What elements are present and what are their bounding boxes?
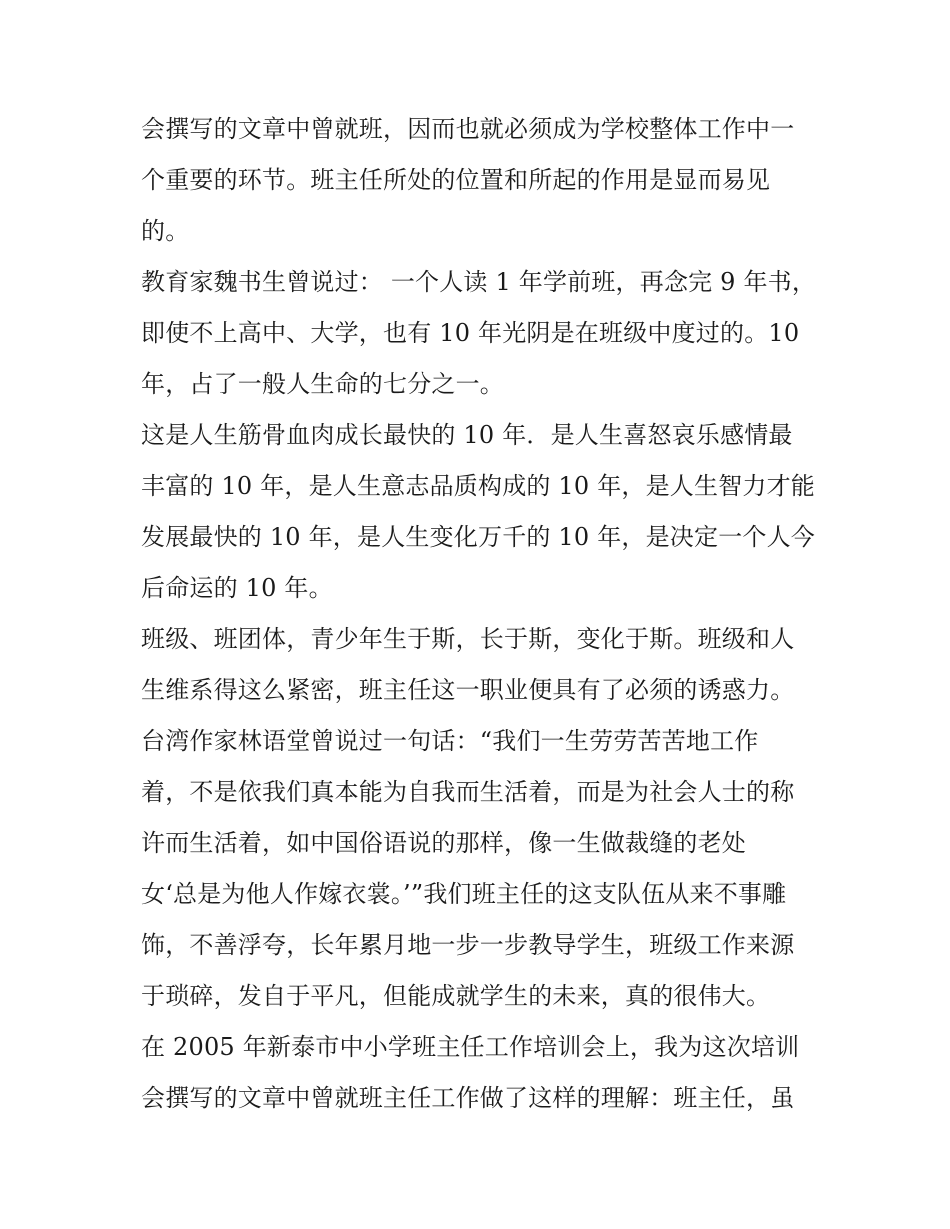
text-line: 后命运的 10 年。	[141, 574, 333, 602]
text-line: 教育家魏书生曾说过： 一个人读 1 年学前班，再念完 9 年书，	[141, 268, 817, 296]
text-line: 丰富的 10 年，是人生意志品质构成的 10 年，是人生智力才能	[141, 472, 815, 500]
text-line: 台湾作家林语堂曾说过一句话：“我们一生劳劳苦苦地工作	[141, 727, 759, 755]
text-line: 班级、班团体，青少年生于斯，长于斯，变化于斯。班级和人	[141, 625, 795, 653]
text-line: 这是人生筋骨血肉成长最快的 10 年．是人生喜怒哀乐感情最	[141, 421, 793, 449]
text-line: 于琐碎，发自于平凡，但能成就学生的未来，真的很伟大。	[141, 982, 771, 1010]
text-line: 生维系得这么紧密，班主任这一职业便具有了必须的诱惑力。	[141, 676, 795, 704]
text-line: 在 2005 年新泰市中小学班主任工作培训会上，我为这次培训	[141, 1033, 800, 1061]
text-line: 发展最快的 10 年，是人生变化万千的 10 年，是决定一个人今	[141, 523, 815, 551]
text-line: 的。	[141, 217, 190, 245]
text-line: 即使不上高中、大学，也有 10 年光阴是在班级中度过的。10	[141, 319, 800, 347]
text-line: 女‘总是为他人作嫁衣裳。’”我们班主任的这支队伍从来不事雕	[141, 880, 787, 908]
text-line: 着，不是依我们真本能为自我而生活着，而是为社会人士的称	[141, 778, 795, 806]
text-line: 许而生活着，如中国俗语说的那样，像一生做裁缝的老处	[141, 829, 746, 857]
document-body	[141, 104, 821, 1124]
text-line: 个重要的环节。班主任所处的位置和所起的作用是显而易见	[141, 166, 771, 194]
text-line: 年，占了一般人生命的七分之一。	[141, 370, 504, 398]
text-line: 会撰写的文章中曾就班，因而也就必须成为学校整体工作中一	[141, 115, 795, 143]
text-line: 饰，不善浮夸，长年累月地一步一步教导学生，班级工作来源	[141, 931, 795, 959]
text-line: 会撰写的文章中曾就班主任工作做了这样的理解：班主任，虽	[141, 1084, 795, 1112]
